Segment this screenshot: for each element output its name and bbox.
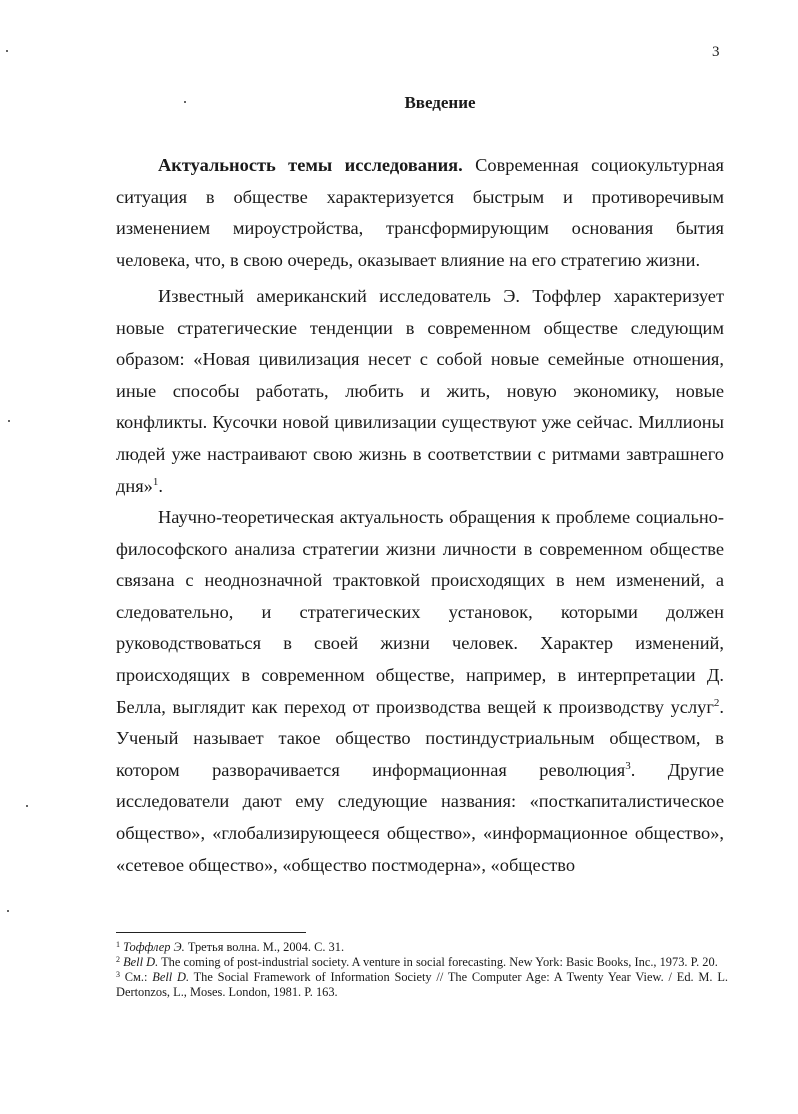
page-title: Введение xyxy=(404,93,476,112)
footnote-ref-1[interactable]: 1 xyxy=(152,475,159,488)
scan-speck xyxy=(184,101,186,103)
paragraph-relevance xyxy=(116,150,724,276)
footnote-number: 1 xyxy=(116,940,120,949)
paragraph-toffler xyxy=(116,281,724,502)
paragraph-end: . xyxy=(158,475,163,496)
footnote-text: The coming of post-industrial society. A venture in social forecasting. New York: Basic Books, Inc., 1973. P. 20. xyxy=(158,955,718,969)
paragraph-text: . Ученый называет такое общество постиндустриальным обществом, в котором разворачивается информационная революция xyxy=(116,696,724,780)
footnotes xyxy=(116,940,728,1000)
page-number: 3 xyxy=(712,44,720,60)
footnote-author: Bell D. xyxy=(152,970,190,984)
footnote-2 xyxy=(116,955,728,970)
paragraph-theory xyxy=(116,502,724,881)
footnote-number: 3 xyxy=(116,970,120,979)
footnote-text: Третья волна. М., 2004. С. 31. xyxy=(184,940,345,954)
footnote-prefix: См.: xyxy=(124,970,153,984)
paragraph-text: Современная социокультурная ситуация в обществе характеризуется быстрым и противоречивым изменением мироустройства, трансформирующим основания бытия человека, что, в свою очередь, оказывает влияние на его стратегию жизни. xyxy=(116,155,724,270)
paragraph-lead: Актуальность темы исследования. xyxy=(158,155,463,175)
footnote-author: Тоффлер Э. xyxy=(123,940,185,954)
footnote-divider xyxy=(116,932,306,933)
footnote-3 xyxy=(116,970,728,1000)
scan-speck xyxy=(8,420,10,422)
footnote-1 xyxy=(116,940,728,955)
footnote-number: 2 xyxy=(116,955,120,964)
footnote-author: Bell D. xyxy=(123,955,159,969)
footnote-ref-2[interactable]: 2 xyxy=(713,696,720,709)
scan-speck xyxy=(7,910,9,912)
paragraph-text: Научно-теоретическая актуальность обращения к проблеме социально-философского анализа стратегии жизни личности в современном обществе связана с неоднозначной трактовкой происходящих в нем изменений, а следовательно, и стратегических установок, которыми должен руководствоваться в своей жизни человек. Характер изменений, происходящих в современном обществе, например, в интерпретации Д. Белла, выглядит как переход от производства вещей к производству услуг xyxy=(116,507,724,717)
paragraph-text: . Другие исследователи дают ему следующие названия: «посткапиталистическое общество», «глобализирующееся общество», «информационное общество», «сетевое общество», «общество постмодерна», «общество xyxy=(116,759,725,875)
paragraph-text: Известный американский исследователь Э. Тоффлер характеризует новые стратегические тенденции в современном обществе следующим образом: «Новая цивилизация несет с собой новые семейные отношения, иные способы работать, любить и жить, новую экономику, новые конфликты. Кусочки новой цивилизации существуют уже сейчас. Миллионы людей уже настраивают свою жизнь в соответствии с ритмами завтрашнего дня» xyxy=(116,286,724,496)
footnote-text: The Social Framework of Information Society // The Computer Age: A Twenty Year View. / Ed. M. L. Dertonzos, L., Moses. London, 1981. P. 163. xyxy=(116,970,728,999)
scan-speck xyxy=(26,805,28,807)
scan-speck xyxy=(6,50,8,52)
footnote-ref-3[interactable]: 3 xyxy=(625,759,631,772)
